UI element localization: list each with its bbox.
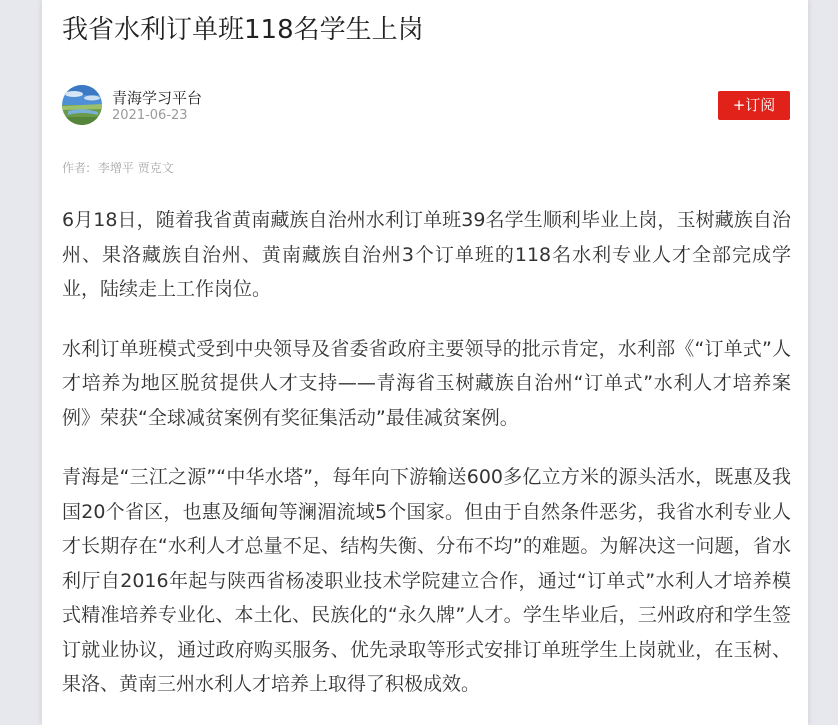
byline xyxy=(62,160,174,176)
publish-date: 2021-06-23 xyxy=(112,108,188,123)
byline-label: 作者: xyxy=(62,161,91,175)
author-name[interactable]: 青海学习平台 xyxy=(112,89,203,107)
article-body xyxy=(62,203,791,725)
article-title: 我省水利订单班118名学生上岗 xyxy=(62,15,424,45)
subscribe-button[interactable]: +订阅 xyxy=(718,91,790,120)
landscape-avatar-icon xyxy=(62,85,102,125)
author-avatar[interactable] xyxy=(62,85,102,125)
paragraph-2: 水利订单班模式受到中央领导及省委省政府主要领导的批示肯定，水利部《“订单式”人才培养为地区脱贫提供人才支持——青海省玉树藏族自治州“订单式”水利人才培养案例》荣获“全球减贫案例有奖征集活动”最佳减贫案例。 xyxy=(62,337,791,429)
byline-names: 李增平 贾克文 xyxy=(97,161,174,175)
article-card xyxy=(42,0,808,725)
paragraph-3: 青海是“三江之源”“中华水塔”，每年向下游输送600多亿立方米的源头活水，既惠及我国20个省区，也惠及缅甸等澜湄流域5个国家。但由于自然条件恶劣，我省水利专业人才长期存在“水利人才总量不足、结构失衡、分布不均”的难题。为解决这一问题，省水利厅自2016年起与陕西省杨凌职业技术学院建立合作，通过“订单式”水利人才培养模式精准培养专业化、本土化、民族化的“永久牌”人才。学生毕业后，三州政府和学生签订就业协议，通过政府购买服务、优先录取等形式安排订单班学生上岗就业，在玉树、果洛、黄南三州水利人才培养上取得了积极成效。 xyxy=(62,466,791,695)
paragraph-1: 6月18日，随着我省黄南藏族自治州水利订单班39名学生顺利毕业上岗，玉树藏族自治州、果洛藏族自治州、黄南藏族自治州3个订单班的118名水利专业人才全部完成学业，陆续走上工作岗位。 xyxy=(62,209,791,300)
